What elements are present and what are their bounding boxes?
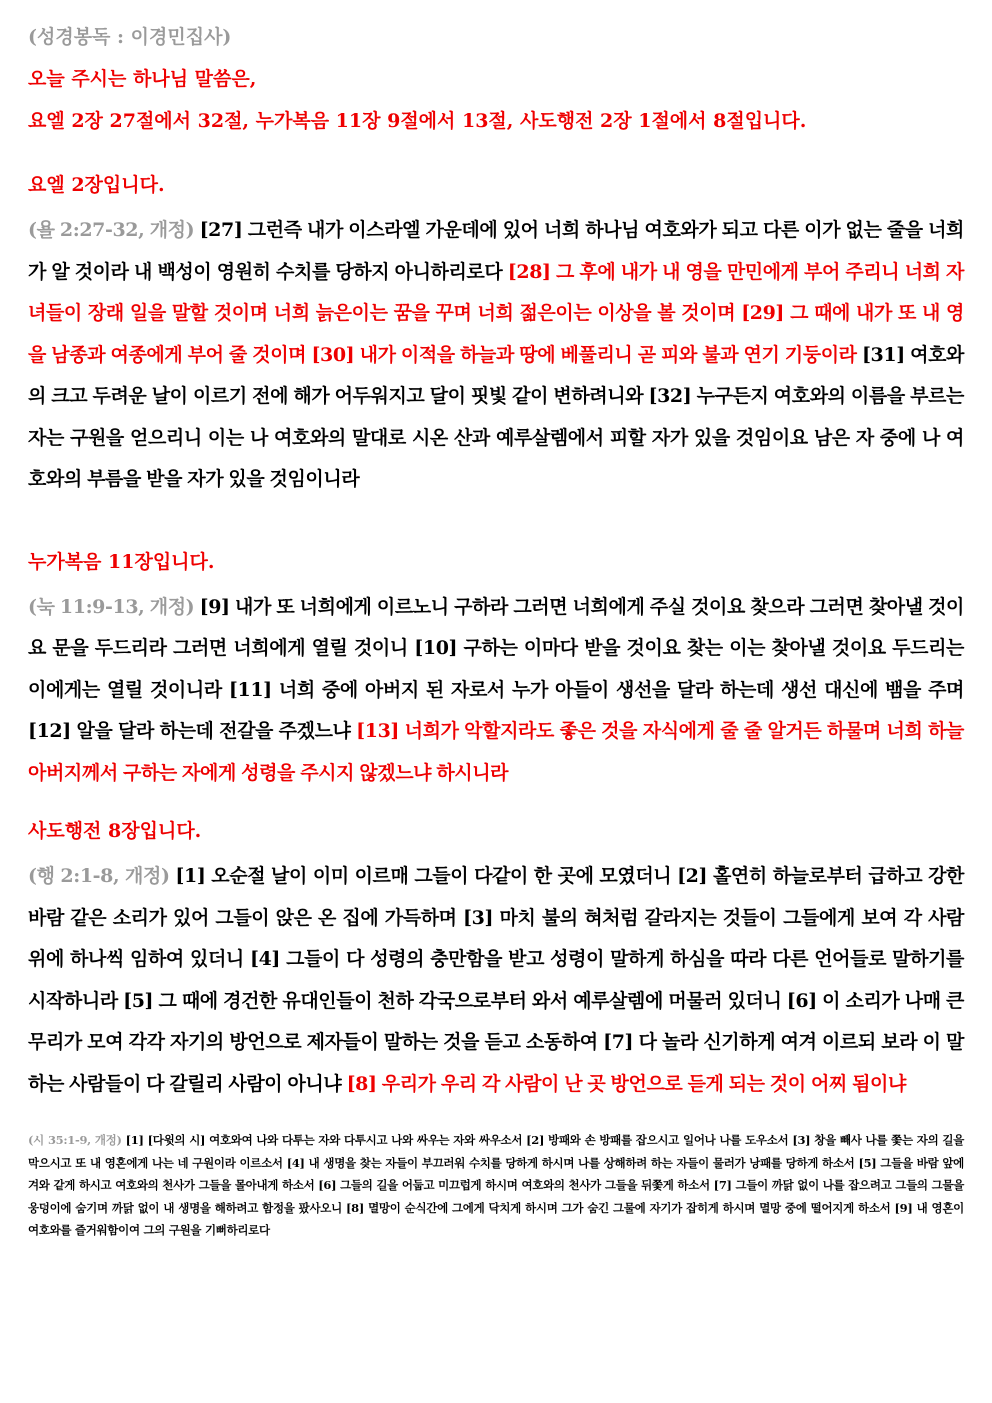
acts-text-highlight: [8] 우리가 우리 각 사람이 난 곳 방언으로 듣게 되는 것이 어찌 됨이냐 <box>346 1072 906 1095</box>
psalm-reference: (시 35:1-9, 개정) <box>28 1133 122 1147</box>
joel-text-2: [31] 여호와의 크고 두려운 날이 이르기 전에 해가 어두워지고 달이 핏빛 같이 변하려니와 [32] 누구든지 여호와의 이름을 부르는 자는 구원을 얻으리니 이는 나 여호와의 말대로 시온 산과 예루살렘에서 피할 자가 있을 것임이요 남은 자 중에 나 여호와의 부름을 받을 자가 있을 것임이니라 <box>28 343 964 490</box>
luke-passage <box>28 587 964 795</box>
psalm-section <box>28 1129 964 1242</box>
luke-text-1: [9] 내가 또 너희에게 이르노니 구하라 그러면 너희에게 주실 것이요 찾으라 그러면 찾아낼 것이요 문을 두드리라 그러면 너희에게 열릴 것이니 [10] 구하는 이마다 받을 것이요 찾는 이는 찾아낼 것이요 두드리는 이에게는 열릴 것이니라 [11] 너희 중에 아버지 된 자로서 누가 아들이 생선을 달라 하는데 생선 대신에 뱀을 주며 [12] 알을 달라 하는데 전갈을 주겠느냐 <box>28 595 965 742</box>
joel-section <box>28 170 964 501</box>
acts-section <box>28 816 964 1105</box>
luke-text-highlight: [13] 너희가 악할지라도 좋은 것을 자식에게 줄 줄 알거든 하물며 너희 하늘 아버지께서 구하는 자에게 성령을 주시지 않겠느냐 하시니라 <box>28 720 965 784</box>
luke-section <box>28 547 964 795</box>
joel-passage <box>28 210 964 501</box>
joel-heading: 요엘 2장입니다. <box>28 174 165 196</box>
reader-credit: (성경봉독 : 이경민집사) <box>28 26 232 48</box>
acts-text-1: [1] 오순절 날이 이미 이르매 그들이 다같이 한 곳에 모였더니 [2] 홀연히 하늘로부터 급하고 강한 바람 같은 소리가 있어 그들이 앉은 온 집에 가득하며 [3] 마치 불의 혀처럼 갈라지는 것들이 그들에게 보여 각 사람 위에 하나씩 임하여 있더니 [4] 그들이 다 성령의 충만함을 받고 성령이 말하게 하심을 따라 다른 언어들로 말하기를 시작하니라 [5] 그 때에 경건한 유대인들이 천하 각국으로부터 와서 예루살렘에 머물러 있더니 [6] 이 소리가 나매 큰 무리가 모여 각각 자기의 방언으로 제자들이 말하는 것을 듣고 소동하여 [7] 다 놀라 신기하게 여겨 이르되 보라 이 말하는 사람들이 다 갈릴리 사람이 아니냐 <box>28 865 964 1095</box>
intro-line-2: 요엘 2장 27절에서 32절, 누가복음 11장 9절에서 13절, 사도행전 2장 1절에서 8절입니다. <box>28 110 807 132</box>
acts-reference: (행 2:1-8, 개정) <box>28 865 170 887</box>
intro-line-1: 오늘 주시는 하나님 말씀은, <box>28 68 257 90</box>
acts-heading: 사도행전 8장입니다. <box>28 820 202 842</box>
psalm-passage <box>28 1129 964 1242</box>
luke-reference: (눅 11:9-13, 개정) <box>28 595 195 618</box>
bulletin-page <box>28 22 964 1242</box>
luke-heading: 누가복음 11장입니다. <box>28 550 215 573</box>
joel-text-1: [27] 그런즉 내가 이스라엘 가운데에 있어 너희 하나님 여호와가 되고 다른 이가 없는 줄을 너희가 알 것이라 내 백성이 영원히 수치를 당하지 아니하리로다 <box>28 219 965 283</box>
joel-text-highlight: [28] 그 후에 내가 내 영을 만민에게 부어 주리니 너희 자녀들이 장래 일을 말할 것이며 너희 늙은이는 꿈을 꾸며 너희 젊은이는 이상을 볼 것이며 [29] 그 때에 내가 또 내 영을 남종과 여종에게 부어 줄 것이며 [30] 내가 이적을 하늘과 땅에 베풀리니 곧 피와 불과 연기 기둥이라 <box>28 260 964 366</box>
joel-reference: (욜 2:27-32, 개정) <box>28 219 195 241</box>
psalm-text: [1] [다윗의 시] 여호와여 나와 다투는 자와 다투시고 나와 싸우는 자와 싸우소서 [2] 방패와 손 방패를 잡으시고 일어나 나를 도우소서 [3] 창을 빼사 나를 쫓는 자의 길을 막으시고 또 내 영혼에게 나는 네 구원이라 이르소서 [4] 내 생명을 찾는 자들이 부끄러워 수치를 당하게 하시며 나를 상해하려 하는 자들이 물러가 낭패를 당하게 하소서 [5] 그들을 바람 앞에 겨와 같게 하시고 여호와의 천사가 그들을 몰아내게 하소서 [6] 그들의 길을 어둡고 미끄럽게 하시며 여호와의 천사가 그들을 뒤쫓게 하소서 [7] 그들이 까닭 없이 나를 잡으려고 그들의 그물을 웅덩이에 숨기며 까닭 없이 내 생명을 해하려고 함정을 팠사오니 [8] 멸망이 순식간에 그에게 닥치게 하시며 그가 숨긴 그물에 자기가 잡히게 하시며 멸망 중에 떨어지게 하소서 [9] 내 영혼이 여호와를 즐거워함이여 그의 구원을 기뻐하리로다 <box>28 1133 964 1237</box>
acts-passage <box>28 856 964 1105</box>
